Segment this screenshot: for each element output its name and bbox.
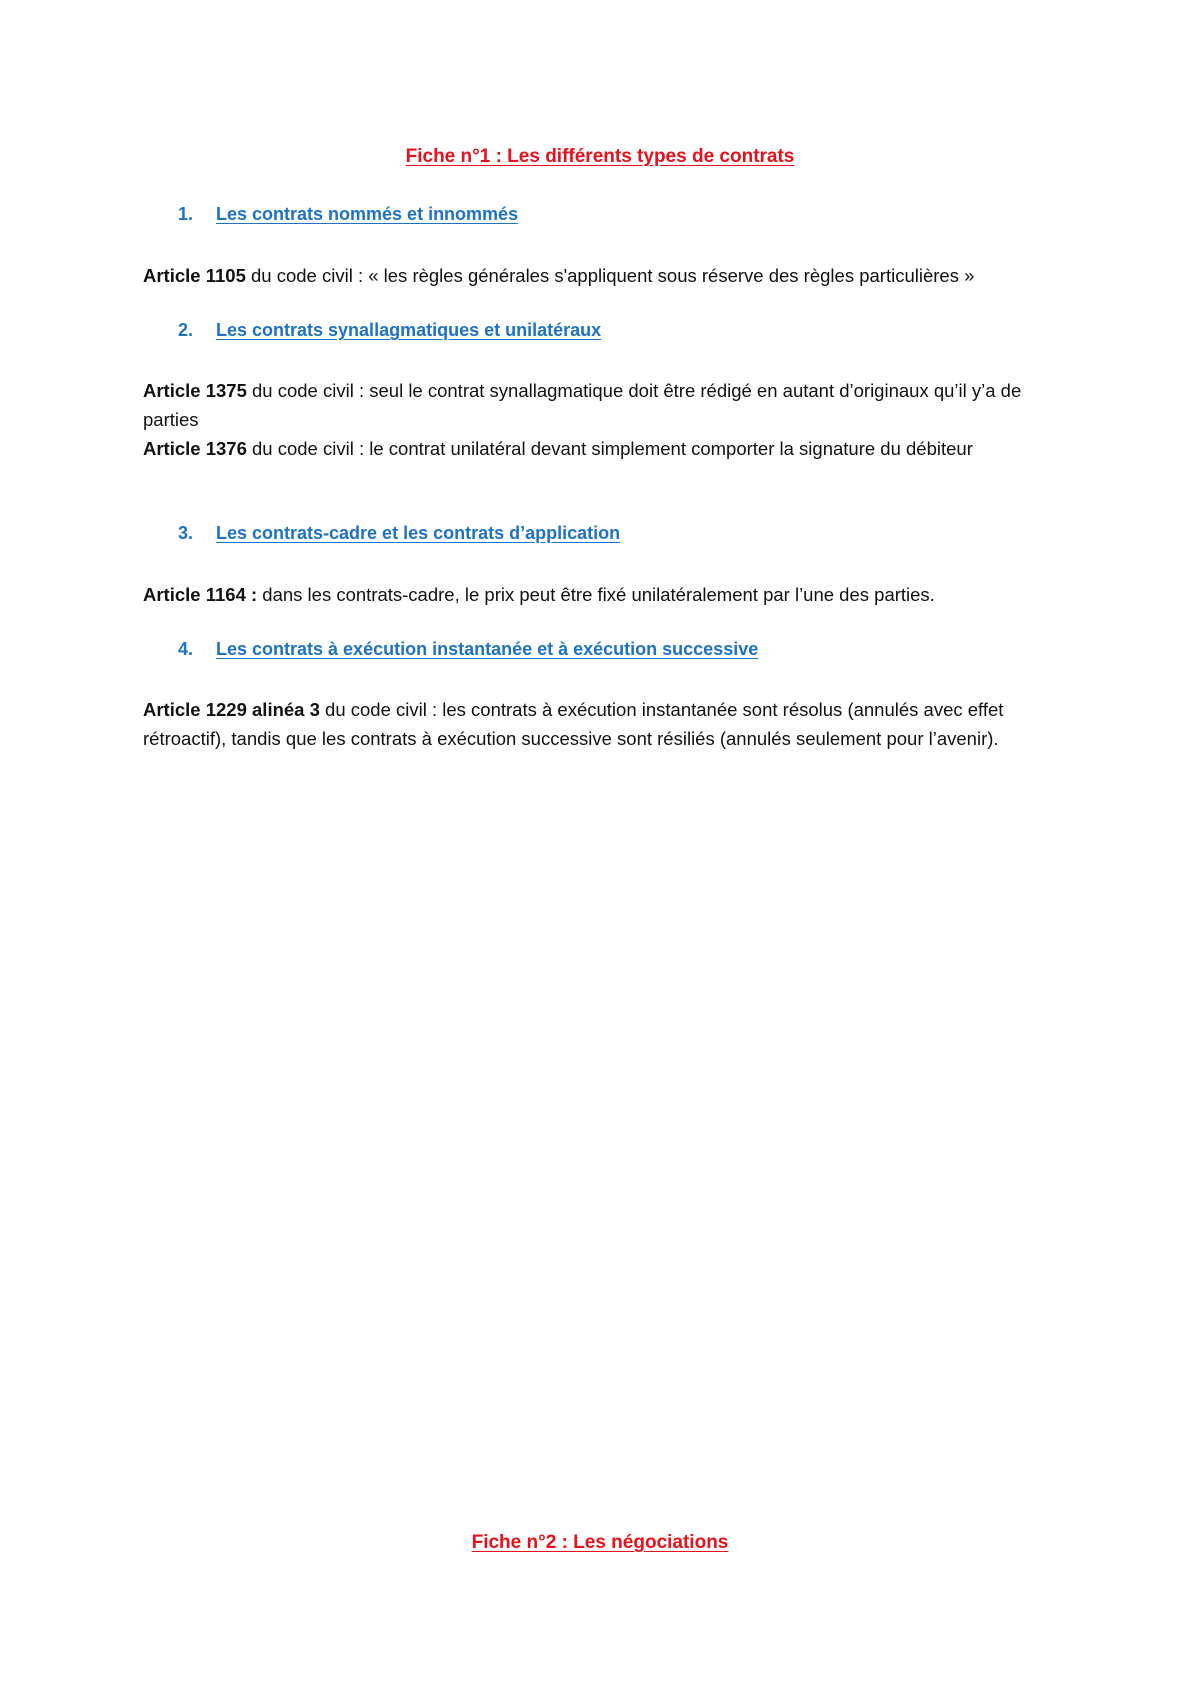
article-1375-ref: Article 1375 [143,380,247,401]
article-1375-text: du code civil : seul le contrat synallagmatique doit être rédigé en autant d’originaux qu’il y’a de parties [143,380,1022,430]
article-1376-text: du code civil : le contrat unilatéral devant simplement comporter la signature du débiteur [246,438,973,459]
article-1164-ref: Article 1164 : [143,584,258,605]
section-1-number: 1. [178,204,194,224]
article-1229-paragraph [143,695,1063,753]
section-2-heading [178,320,601,341]
section-2-title: Les contrats synallagmatiques et unilatéraux [216,320,602,340]
section-1-title: Les contrats nommés et innommés [216,204,519,224]
section-3-title: Les contrats-cadre et les contrats d’application [216,523,621,543]
fiche-1-title: Fiche n°1 : Les différents types de contrats [405,146,795,167]
article-1229-text: du code civil : les contrats à exécution instantanée sont résolus (annulés avec effet rétroactif), tandis que les contrats à exécution successive sont résiliés (annulés seulement pour l’avenir). [143,699,1004,749]
article-1105-paragraph [143,261,1063,290]
section-4-number: 4. [178,639,194,659]
article-1229-ref: Article 1229 alinéa 3 [143,699,320,720]
article-1164-text: dans les contrats-cadre, le prix peut être fixé unilatéralement par l’une des parties. [257,584,935,605]
section-4-heading [178,639,758,660]
section-2-number: 2. [178,320,194,340]
article-1164-paragraph [143,580,1063,609]
article-1376-ref: Article 1376 [143,438,247,459]
section-3-heading [178,523,620,544]
article-1376-paragraph [143,434,1063,463]
section-4-title: Les contrats à exécution instantanée et à exécution successive [216,639,759,659]
section-3-number: 3. [178,523,194,543]
fiche-2-title: Fiche n°2 : Les négociations [471,1532,729,1553]
article-1105-ref: Article 1105 [143,265,246,286]
article-1375-paragraph [143,376,1063,434]
article-1105-text: du code civil : « les règles générales s'appliquent sous réserve des règles particulières » [245,265,975,286]
section-1-heading [178,204,518,225]
